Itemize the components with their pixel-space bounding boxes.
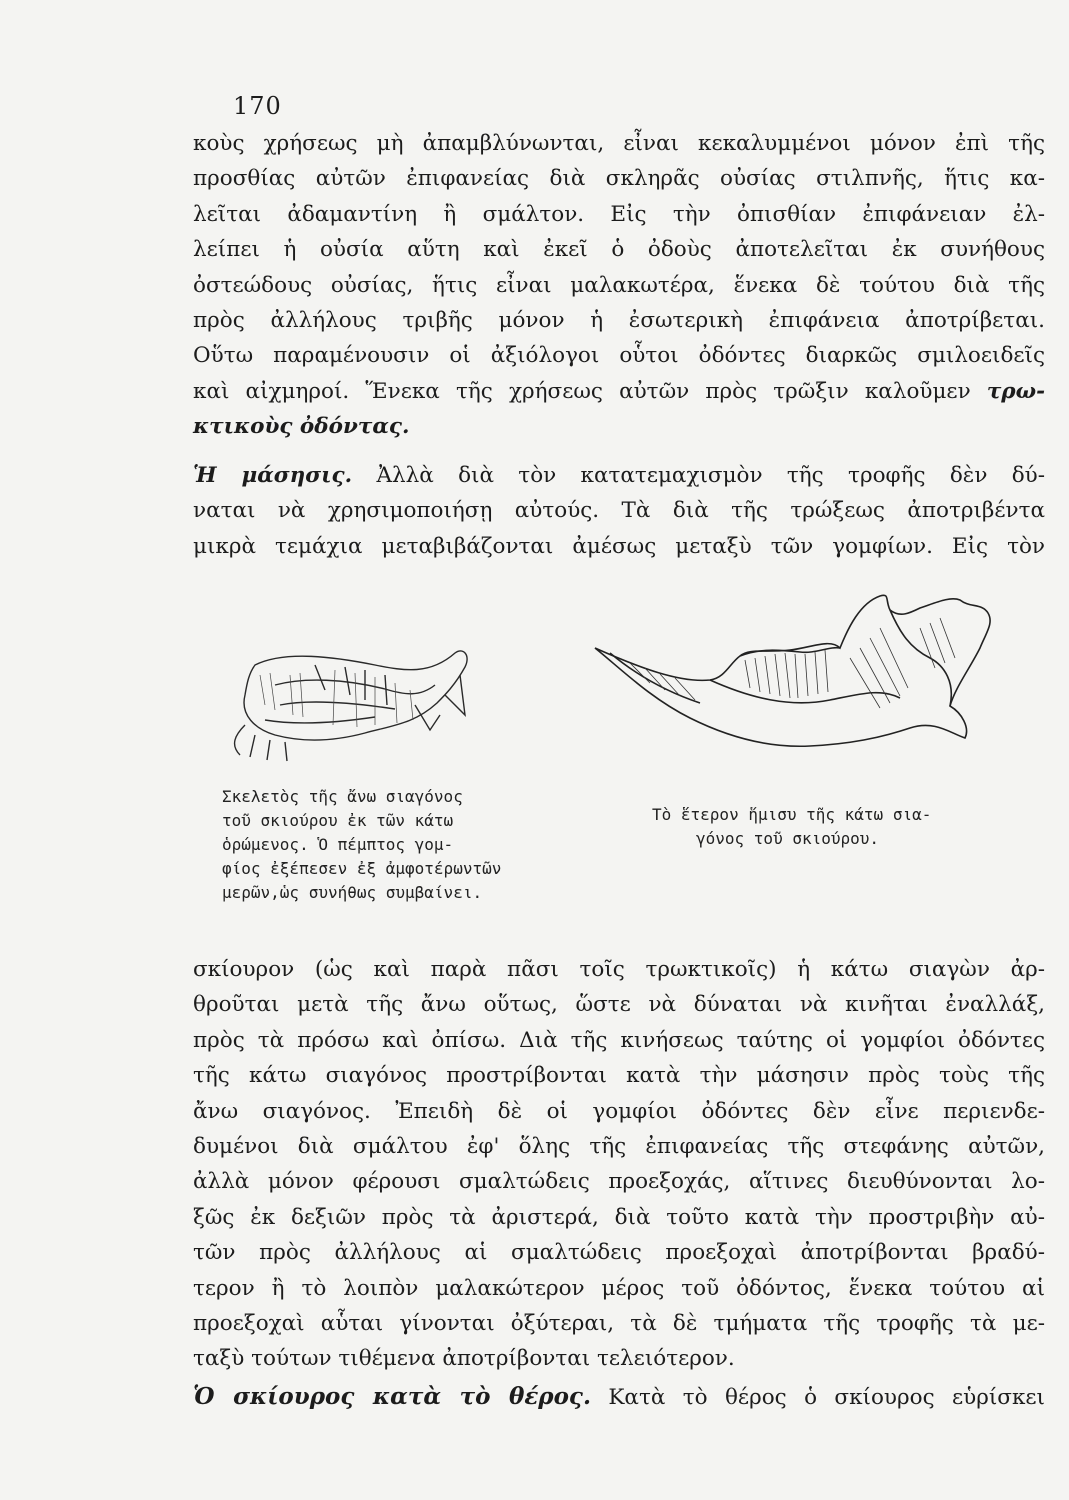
- section-heading-summer: Ὁ σκίουρος κατὰ τὸ θέρος.: [193, 1383, 591, 1410]
- text-line-part: Κατὰ τὸ θέρος ὁ σκίουρος εὑρίσκει: [608, 1385, 1045, 1410]
- text-line: ὀστεώδους οὐσίας, ἥτις εἶναι μαλακωτέρα, ἕνεκα δὲ τούτου διὰ τῆς: [193, 272, 1045, 298]
- figure-caption-upper-jaw: [222, 785, 552, 905]
- text-line: ἀλλὰ μόνον φέρουσι σμαλτώδεις προεξοχάς, αἵτινες διευθύνονται λο-: [193, 1169, 1045, 1195]
- text-line: Οὕτω παραμένουσιν οἱ ἀξιόλογοι οὗτοι ὀδόντες διαρκῶς σμιλοειδεῖς: [193, 343, 1045, 369]
- text-line-with-term: [193, 374, 1045, 409]
- text-line: δυμένοι διὰ σμάλτου ἐφ' ὅλης τῆς ἐπιφανείας τῆς στεφάνης αὐτῶν,: [193, 1134, 1045, 1160]
- paragraph-incisors: [193, 126, 1045, 445]
- text-line: τῆς κάτω σιαγόνος προστρίβονται κατὰ τὴν μάσησιν πρὸς τοὺς τῆς: [193, 1063, 1045, 1089]
- text-line: ἄνω σιαγόνος. Ἐπειδὴ δὲ οἱ γομφίοι ὀδόντες δὲν εἶνε περιενδε-: [193, 1098, 1045, 1124]
- text-line: προεξοχαὶ αὗται γίνονται ὀξύτεραι, τὰ δὲ τμήματα τῆς τροφῆς τὰ με-: [193, 1311, 1045, 1337]
- text-line: μικρὰ τεμάχια μεταβιβάζονται ἀμέσως μεταξὺ τῶν γομφίων. Εἰς τὸν: [193, 533, 1045, 559]
- text-line: πρὸς τὰ πρόσω καὶ ὀπίσω. Διὰ τῆς κινήσεως ταύτης οἱ γομφίοι ὀδόντες: [193, 1027, 1045, 1053]
- term-rodent-teeth-b: κτικοὺς ὀδόντας.: [193, 414, 410, 440]
- paragraph-chewing: [193, 458, 1045, 564]
- text-line-part: Ἀλλὰ διὰ τὸν κατατεμαχισμὸν τῆς τροφῆς δὲν δύ-: [376, 463, 1045, 488]
- page-number: 170: [233, 92, 282, 120]
- text-line: ξῶς ἐκ δεξιῶν πρὸς τὰ ἀριστερά, διὰ τοῦτο κατὰ τὴν προστριβὴν αὐ-: [193, 1204, 1045, 1230]
- figure-caption-lower-jaw: [652, 803, 982, 851]
- text-line: τερον ἢ τὸ λοιπὸν μαλακώτερον μέρος τοῦ ὀδόντος, ἕνεκα τούτου αἱ: [193, 1275, 1045, 1301]
- text-line: ταξὺ τούτων τιθέμενα ἀποτρίβονται τελειότερον.: [193, 1346, 735, 1372]
- text-line: τῶν πρὸς ἀλλήλους αἱ σμαλτώδεις προεξοχαὶ ἀποτρίβονται βραδύ-: [193, 1240, 1045, 1266]
- text-line: ναται νὰ χρησιμοποιήσῃ αὐτούς. Τὰ διὰ τῆς τρώξεως ἀποτριβέντα: [193, 498, 1045, 524]
- section-first-line: [193, 1379, 1045, 1415]
- caption-line: γόνος τοῦ σκιούρου.: [696, 829, 880, 848]
- paragraph-jaw-movement: [193, 952, 1045, 1377]
- section-heading-chewing: Ἡ μάσησις.: [193, 463, 353, 488]
- caption-line: μερῶν,ὡς συνήθως συμβαίνει.: [222, 883, 483, 902]
- text-line: πρὸς ἀλλήλους τριβῆς μόνον ἡ ἐσωτερικὴ ἐπιφάνεια ἀποτρίβεται.: [193, 308, 1045, 334]
- lower-jaw-half-illustration: [590, 588, 1000, 768]
- section-first-line: [193, 458, 1045, 493]
- text-line: θροῦται μετὰ τῆς ἄνω οὕτως, ὥστε νὰ δύναται νὰ κινῆται ἐναλλάξ,: [193, 992, 1045, 1018]
- text-line: λείπει ἡ οὐσία αὕτη καὶ ἐκεῖ ὁ ὀδοὺς ἀποτελεῖται ἐκ συνήθους: [193, 237, 1045, 263]
- text-line: λεῖται ἀδαμαντίνη ἢ σμάλτον. Εἰς τὴν ὀπισθίαν ἐπιφάνειαν ἐλ-: [193, 201, 1045, 227]
- upper-jaw-skeleton-illustration: [215, 645, 480, 765]
- text-line: σκίουρον (ὡς καὶ παρὰ πᾶσι τοῖς τρωκτικοῖς) ἡ κάτω σιαγὼν ἀρ-: [193, 957, 1045, 982]
- caption-line: Σκελετὸς τῆς ἄνω σιαγόνος: [222, 787, 463, 806]
- paragraph-summer: [193, 1379, 1045, 1415]
- text-line-part: καὶ αἰχμηροί. Ἕνεκα τῆς χρήσεως αὐτῶν πρὸς τρῶξιν καλοῦμεν: [193, 378, 971, 404]
- caption-line: ὁρώμενος. Ὁ πέμπτος γομ-: [222, 835, 454, 854]
- text-line: προσθίας αὐτῶν ἐπιφανείας διὰ σκληρᾶς οὐσίας στιλπνῆς, ἥτις κα-: [193, 166, 1045, 192]
- caption-line: Τὸ ἕτερον ἥμισυ τῆς κάτω σια-: [652, 805, 932, 824]
- text-line: κοὺς χρήσεως μὴ ἀπαμβλύνωνται, εἶναι κεκαλυμμένοι μόνον ἐπὶ τῆς: [193, 131, 1045, 156]
- caption-line: φίος ἐξέπεσεν ἐξ ἀμφοτέρωντῶν: [222, 859, 502, 878]
- term-rodent-teeth-a: τρω-: [986, 378, 1045, 404]
- caption-line: τοῦ σκιούρου ἐκ τῶν κάτω: [222, 811, 454, 830]
